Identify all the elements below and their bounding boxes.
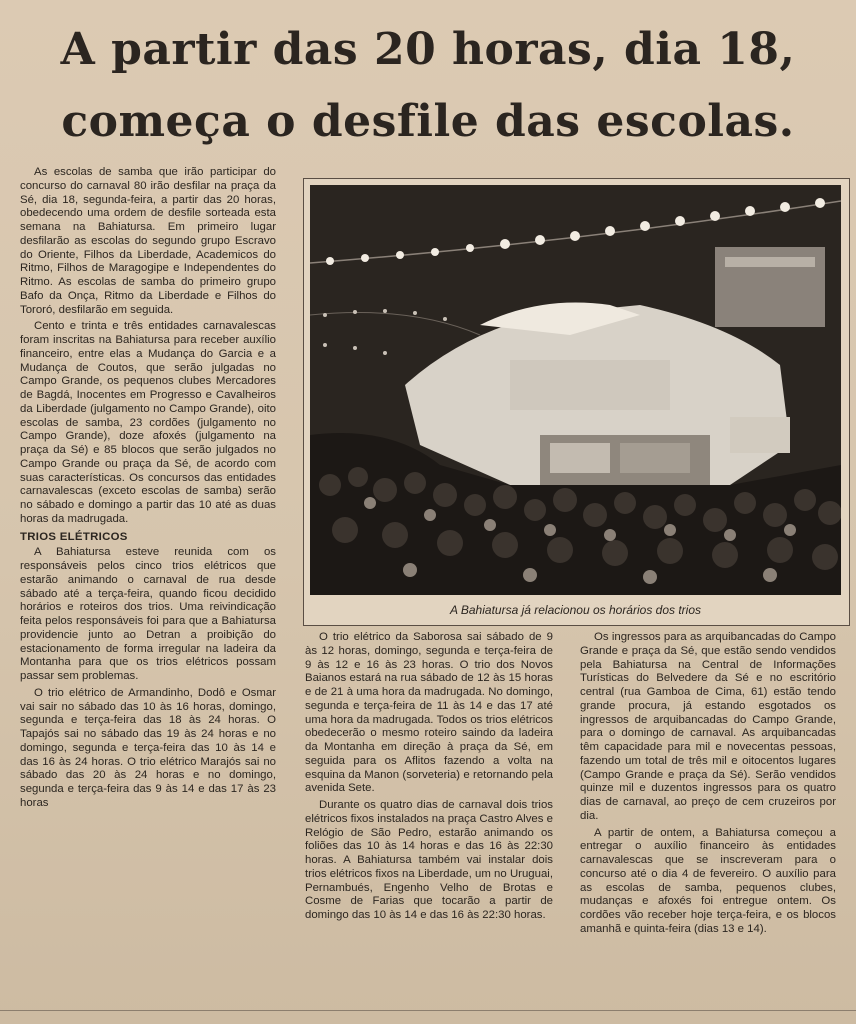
paragraph: A partir de ontem, a Bahiatursa começou a entregar o auxílio financeiro às entidades carnavalescas que se inscreveram para o concurso até o dia 4 de fevereiro. O auxílio para as escolas de samba, pequenos clubes, mudanças e afoxés foi entregue ontem. Os cordões vão receber hoje terça-feira, e os blocos amanhã e quinta-feira (dias 13 e 14). — [580, 826, 836, 935]
headline — [0, 14, 856, 158]
carnival-crowd-image — [310, 185, 841, 595]
headline-line-1: A partir das 20 horas, dia 18, — [60, 24, 796, 75]
article-column-1 — [20, 166, 276, 814]
paragraph: A Bahiatursa esteve reunida com os responsáveis pelos cinco trios elétricos que estarão animando o carnaval de rua desde sábado até a terça-feira, quando ficou decidido horários e roteiros dos trios. Uma reivindicação feita pelos responsáveis foi para que a Bahiatursa providencie junto ao Detran a proibição do estacionamento de forma irregular na ladeira da Montanha para que os trios elétricos possam passar sem problemas. — [20, 546, 276, 682]
photo-figure — [303, 178, 850, 626]
paragraph: Durante os quatro dias de carnaval dois trios elétricos fixos instalados na praça Castro Alves e Relógio de São Pedro, estarão animando os foliões das 10 às 14 horas e das 16 às 22:30 horas. A Bahiatursa também vai instalar dois trios elétricos fixos na Liberdade, um no Uruguai, Pernambués, Engenho Velho de Brotas e Cosme de Farias que tocarão a partir de domingo das 10 às 14 e das 16 às 22:30 horas. — [305, 799, 553, 921]
bottom-divider — [0, 1010, 856, 1011]
article-column-2 — [305, 631, 553, 926]
photo-caption: A Bahiatursa já relacionou os horários dos trios — [449, 603, 702, 617]
paragraph: O trio elétrico de Armandinho, Dodô e Osmar vai sair no sábado das 10 às 16 horas, domingo, segunda e terça-feira das 18 às 24 horas. O Tapajós sai no sábado das 19 às 24 horas e no domingo, segunda e terça-feira das 10 às 14 e das 16 às 24 horas. O trio elétrico Marajós sai no sábado das 20 às 24 horas e no domingo, segunda e terça-feira das 9 às 14 e das 17 às 23 horas — [20, 686, 276, 809]
paragraph: Cento e trinta e três entidades carnavalescas foram inscritas na Bahiatursa para receber auxílio financeiro, entre elas a Mudança do Garcia e a Mudança de Coutos, que serão julgadas no Campo Grande, os pequenos clubes Mercadores de Bagdá, Inocentes em Progresso e Cavalheiros da Liberdade (julgamento no Campo Grande), oito escolas de samba, 23 cordões (julgamento no Campo Grande), doze afoxés (julgamento na praça da Sé) e 85 blocos que serão julgados no Campo Grande ou praça da Sé, de acordo com suas características. Os concursos das entidades carnavalescas (exceto escolas de samba) serão no sábado e domingo a partir das 10 até as duas horas da madrugada. — [20, 320, 276, 525]
carnival-photo — [310, 185, 841, 595]
headline-line-2: começa o desfile das escolas. — [61, 96, 795, 147]
section-heading: TRIOS ELÉTRICOS — [20, 530, 128, 543]
paragraph: Os ingressos para as arquibancadas do Campo Grande e praça da Sé, que estão sendo vendidos pela Bahiatursa na Central de Informações Turísticas do Belvedere da Sé e no escritório central (rua Gamboa de Cima, 61) estão tendo grande procura, já estando esgotados os ingressos de arquibancadas do Campo Grande, para o domingo de carnaval. As arquibancadas têm capacidade para mil e novecentas pessoas, fazendo um total de três mil e oitocentos lugares (Campo Grande e praça da Sé). Serão vendidos quinze mil e duzentos ingressos para os quatro dias de carnaval, ao preço de cem cruzeiros por dia. — [580, 631, 836, 822]
paragraph: As escolas de samba que irão participar do concurso do carnaval 80 irão desfilar na praça da Sé, dia 18, segunda-feira, a partir das 20 horas, obedecendo uma ordem de desfile sorteada esta semana na Bahiatursa. Em primeiro lugar desfilarão as escolas do segundo grupo Escravo do Oriente, Filhos da Liberdade, Academicos do Ritmo, Filhos de Maragogipe e Independentes do Ritmo. As escolas de samba do primeiro grupo Bafo da Onça, Ritmo da Liberdade e Filhos do Tororó, desfilarão em seguida. — [20, 166, 276, 316]
paragraph: O trio elétrico da Saborosa sai sábado de 9 às 12 horas, domingo, segunda e terça-feira de 9 às 12 e 16 às 23 horas. O trio dos Novos Baianos estará na rua sábado de 12 às 15 horas e de 21 à uma hora da madrugada. No domingo, segunda e terça-feira de 11 às 14 e das 17 até uma hora da madrugada. Todos os trios elétricos obedecerão o mesmo roteiro saindo da ladeira da Montanha em direção à praça da Sé, em seguida para os Aflitos fazendo a volta na esquina da Manon (sorveteria) e retornando pela avenida Sete. — [305, 631, 553, 795]
article-column-3 — [580, 631, 836, 940]
